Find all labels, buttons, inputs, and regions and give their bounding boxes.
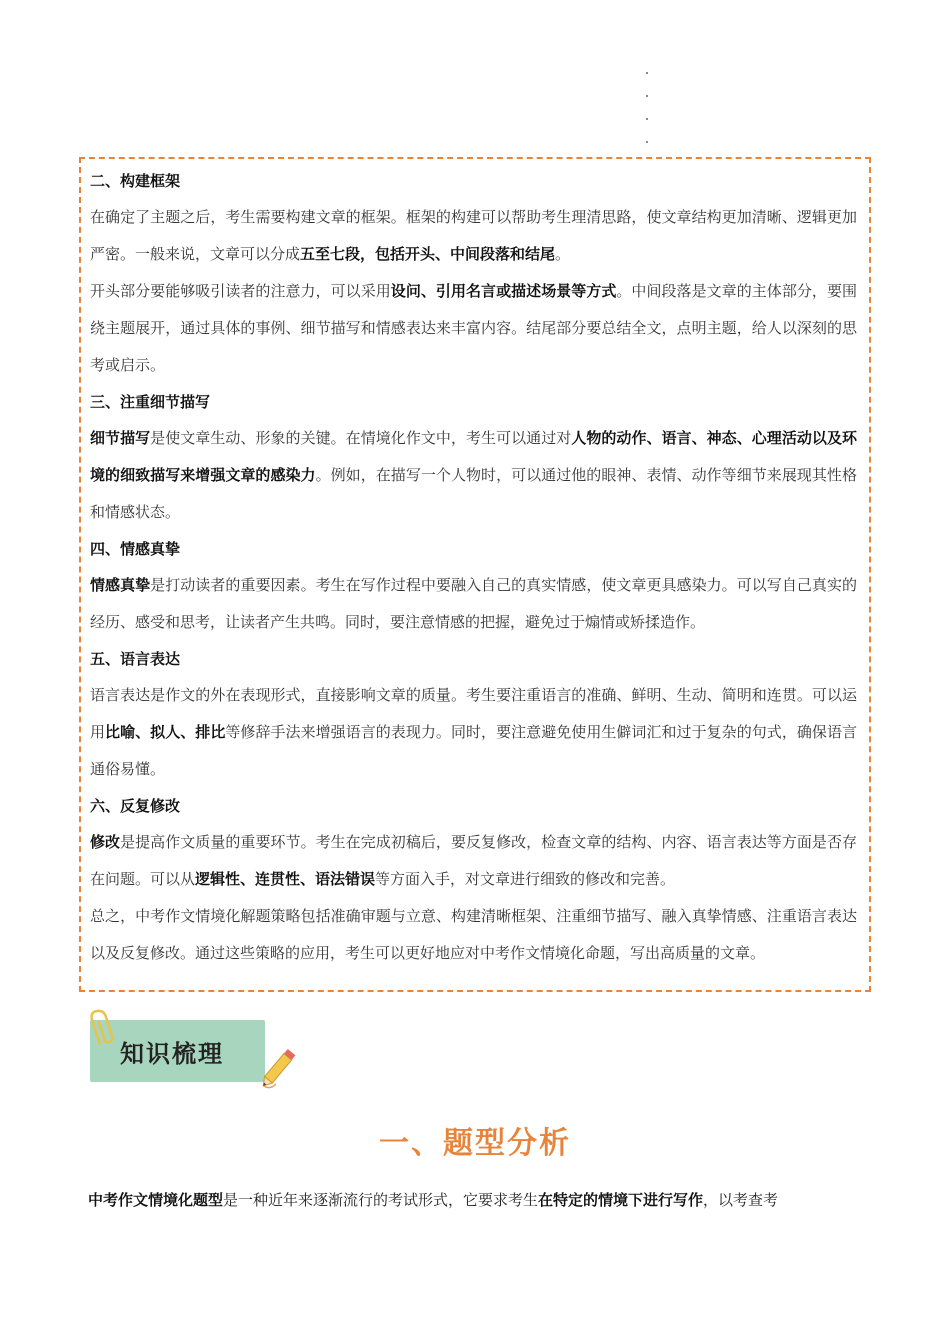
heading-revision: 六、反复修改: [90, 797, 181, 815]
heading-language-expression: 五、语言表达: [90, 650, 181, 668]
paragraph-framework-1: 在确定了主题之后，考生需要构建文章的框架。框架的构建可以帮助考生理清思路，使文章结构更加清晰、逻辑更加严密。一般来说，文章可以分成五至七段，包括开头、中间段落和结尾。: [90, 208, 857, 263]
heading-detail-description: 三、注重细节描写: [90, 393, 211, 411]
paragraph-revision: 修改是提高作文质量的重要环节。考生在完成初稿后，要反复修改，检查文章的结构、内容、语言表达等方面是否存在问题。可以从逻辑性、连贯性、语法错误等方面入手，对文章进行细致的修改和完善。: [90, 833, 857, 888]
strategy-box: [79, 157, 871, 992]
knowledge-banner: [86, 1008, 316, 1098]
section-title: 一、题型分析: [379, 1126, 571, 1161]
paragraph-framework-2: 开头部分要能够吸引读者的注意力，可以采用设问、引用名言或描述场景等方式。中间段落是文章的主体部分，要围绕主题展开，通过具体的事例、细节描写和情感表达来丰富内容。结尾部分要总结全文，点明主题，给人以深刻的思考或启示。: [90, 282, 857, 374]
heading-sincere-emotion: 四、情感真挚: [90, 540, 181, 558]
paragraph-emotion: 情感真挚是打动读者的重要因素。考生在写作过程中要融入自己的真实情感，使文章更具感染力。可以写自己真实的经历、感受和思考，让读者产生共鸣。同时，要注意情感的把握，避免过于煽情或矫揉造作。: [90, 576, 857, 631]
paragraph-summary: 总之，中考作文情境化解题策略包括准确审题与立意、构建清晰框架、注重细节描写、融入真挚情感、注重语言表达以及反复修改。通过这些策略的应用，考生可以更好地应对中考作文情境化命题，写出高质量的文章。: [90, 907, 857, 962]
banner-label: 知识梳理: [120, 1040, 224, 1068]
paragraph-detail: 细节描写是使文章生动、形象的关键。在情境化作文中，考生可以通过对人物的动作、语言、神态、心理活动以及环境的细致描写来增强文章的感染力。例如，在描写一个人物时，可以通过他的眼神、表情、动作等细节来展现其性格和情感状态。: [90, 429, 857, 521]
intro-paragraph: 中考作文情境化题型是一种近年来逐渐流行的考试形式，它要求考生在特定的情境下进行写作，以考查考: [88, 1191, 779, 1209]
decorative-dots: [644, 72, 652, 164]
paragraph-language: 语言表达是作文的外在表现形式，直接影响文章的质量。考生要注重语言的准确、鲜明、生动、简明和连贯。可以运用比喻、拟人、排比等修辞手法来增强语言的表现力。同时，要注意避免使用生僻词汇和过于复杂的句式，确保语言通俗易懂。: [90, 686, 857, 778]
heading-build-framework: 二、构建框架: [90, 172, 181, 190]
pencil-icon: [254, 1040, 306, 1092]
